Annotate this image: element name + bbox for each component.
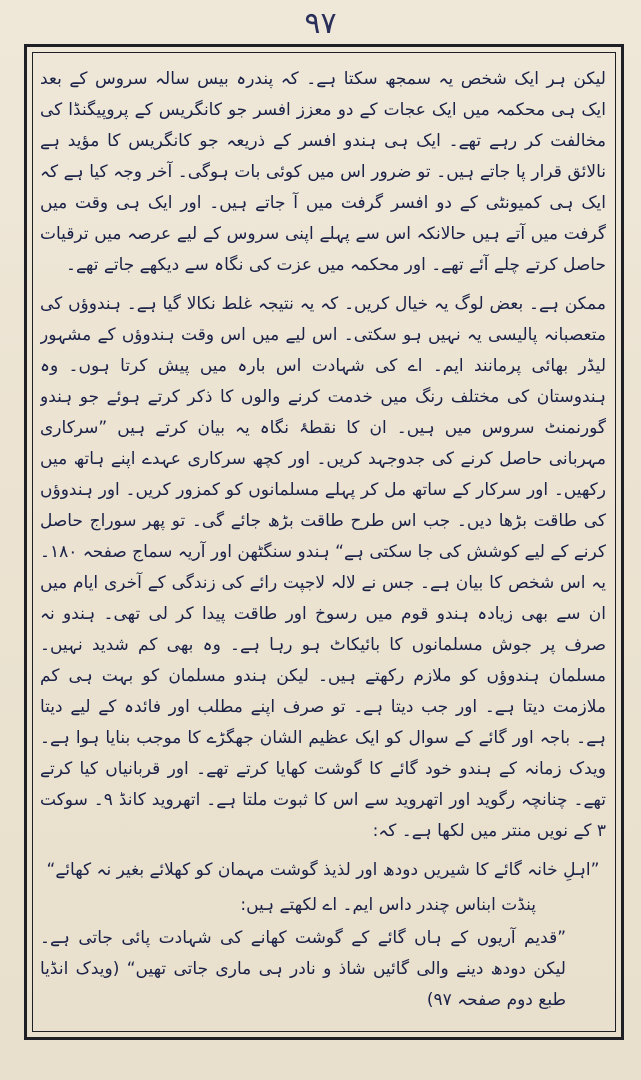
page-body	[40, 64, 606, 1024]
page-number: ۹۷	[304, 6, 337, 41]
paragraph-1: لیکن ہر ایک شخص یہ سمجھ سکتا ہے۔ کہ پندرہ بیس سالہ سروس کے بعد ایک ہی محکمہ میں ایک عجات کے دو معزز افسر جو کانگریس کے پروپیگنڈا کی مخالفت کر رہے تھے۔ ایک ہی ہندو افسر کے ذریعہ جو کانگریس کا مؤید ہے نالائق قرار پا جاتے ہیں۔ تو ضرور اس میں کوئی بات ہوگی۔ آخر وجہ کیا ہے کہ ایک ہی کمیونٹی کے دو افسر گرفت میں آ جاتے ہیں۔ اور ایک ہی وقت میں گرفت میں آتے ہیں حالانکہ اس سے پہلے اپنی سروس کے لیے عرصہ میں ترقیات حاصل کرتے چلے آئے تھے۔ اور محکمہ میں عزت کی نگاہ سے دیکھے جاتے تھے۔	[40, 69, 606, 275]
block-quote: ”اہلِ خانہ گائے کا شیریں دودھ اور لذیذ گوشت مہمان کو کھلائے بغیر نہ کھائے“	[46, 860, 600, 880]
citation-intro: پنڈت ابناس چندر داس ایم۔ اے لکھتے ہیں:	[240, 895, 536, 915]
citation-text: ”قدیم آریوں کے ہاں گائے کے گوشت کھانے کی شہادت پائی جاتی ہے۔ لیکن دودھ دینے والی گائیں شاذ و نادر ہی ماری جاتی تھیں“ (ویدک انڈیا طبع دوم صفحہ ۹۷)	[40, 928, 566, 1010]
paragraph-2: ممکن ہے۔ بعض لوگ یہ خیال کریں۔ کہ یہ نتیجہ غلط نکالا گیا ہے۔ ہندوؤں کی متعصبانہ پالیسی یہ نہیں ہو سکتی۔ اس لیے میں اس وقت ہندوؤں کے مشہور لیڈر بھائی پرمانند ایم۔ اے کی شہادت اس بارہ میں پیش کرتا ہوں۔ وہ ہندوستان کی مختلف رنگ میں خدمت کرنے والوں کا ذکر کرتے ہوئے جو ہندو گورنمنٹ سروس میں ہیں۔ ان کا نقطۂ نگاہ یہ بیان کرتے ہیں ”سرکاری مہربانی حاصل کرنے کی جدوجہد کریں۔ اور کچھ سرکاری عہدے اپنے ہاتھ میں رکھیں۔ اور سرکار کے ساتھ مل کر پہلے مسلمانوں کو کمزور کریں۔ اور ہندوؤں کی طاقت بڑھا دیں۔ جب اس طرح طاقت بڑھ جائے گی۔ تو پھر سوراج حاصل کرنے کے لیے کوشش کی جا سکتی ہے“ ہندو سنگٹھن اور آریہ سماج صفحہ ۱۸۰۔ یہ اس شخص کا بیان ہے۔ جس نے لالہ لاجپت رائے کی زندگی کے آخری ایام میں ان سے بھی زیادہ ہندو قوم میں رسوخ اور طاقت پیدا کر لی تھی۔ ہندو نہ صرف پر جوش مسلمانوں کا بائیکاٹ ہو رہا ہے۔ وہ بھی کم شدید نہیں۔ مسلمان ہندوؤں کو ملازم رکھتے ہیں۔ لیکن ہندو مسلمان کو بہت ہی کم ملازمت دیتا ہے۔ اور جب دیتا ہے۔ تو صرف اپنے مطلب اور فائدہ کے لیے دیتا ہے۔ باجہ اور گائے کے سوال کو ایک عظیم الشان جھگڑے کا موجب بنایا ہوا ہے۔ ویدک زمانہ کے ہندو خود گائے کا گوشت کھایا کرتے تھے۔ اور قربانیاں کیا کرتے تھے۔ چنانچہ رگوید اور اتھروید سے اس کا ثبوت ملتا ہے۔ اتھروید کانڈ ۹۔ سوکت ۳ کے نویں منتر میں لکھا ہے۔ کہ:	[40, 294, 606, 841]
